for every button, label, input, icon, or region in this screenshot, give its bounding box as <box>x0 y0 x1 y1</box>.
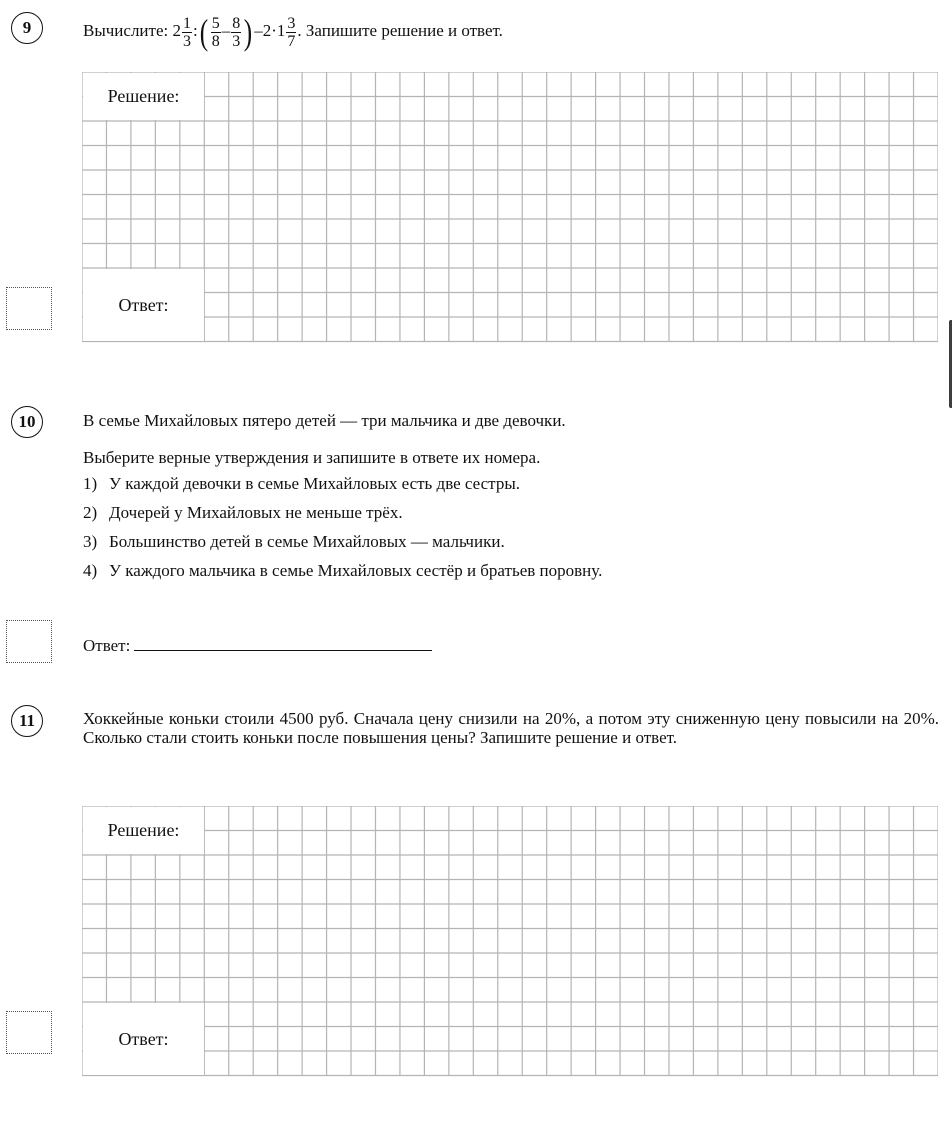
fraction <box>286 15 296 50</box>
score-box-10[interactable] <box>6 620 52 663</box>
denominator: 8 <box>211 32 220 50</box>
option-number: 3) <box>83 532 98 551</box>
question-9-suffix: Запишите решение и ответ. <box>305 20 503 40</box>
option-3 <box>83 532 505 552</box>
score-box-9[interactable] <box>6 287 52 330</box>
answer-label: Ответ: <box>83 636 131 655</box>
math-expression <box>172 14 301 50</box>
question-number-text: 9 <box>22 18 32 37</box>
question-11-text: Хоккейные коньки стоили 4500 руб. Сначала цену снизили на 20%, а потом эту сниженную цену повысили на 20%. Сколько стали стоить коньки после повышения цены? Запишите решение и ответ. <box>83 709 939 747</box>
option-number: 4) <box>83 561 98 580</box>
denominator: 3 <box>232 32 241 50</box>
solution-label: Решение: <box>83 807 204 854</box>
question-number-10 <box>11 406 43 438</box>
numerator: 3 <box>287 14 296 32</box>
fraction <box>182 15 192 50</box>
option-4 <box>83 561 602 581</box>
grid-lines <box>82 72 938 343</box>
denominator: 3 <box>182 32 191 50</box>
option-text: У каждой девочки в семье Михайловых есть две сестры. <box>109 474 520 493</box>
numerator: 1 <box>182 14 191 32</box>
right-paren: ) <box>244 12 253 52</box>
answer-input-line[interactable] <box>134 634 432 651</box>
question-number-text: 10 <box>18 412 36 431</box>
option-text: У каждого мальчика в семье Михайловых сестёр и братьев поровну. <box>109 561 603 580</box>
formula-tail: –2·1 <box>254 20 286 40</box>
answer-label: Ответ: <box>83 1003 204 1075</box>
option-number: 2) <box>83 503 98 522</box>
fraction <box>211 15 221 50</box>
question-10-intro: В семье Михайловых пятеро детей — три мальчика и две девочки. <box>83 411 566 430</box>
division-sign: : <box>192 20 198 40</box>
solution-grid-9[interactable] <box>82 72 938 342</box>
denominator: 7 <box>287 32 296 50</box>
question-number-11 <box>11 705 43 737</box>
option-text: Большинство детей в семье Михайловых — мальчики. <box>109 532 505 551</box>
numerator: 8 <box>232 14 241 32</box>
option-text: Дочерей у Михайловых не меньше трёх. <box>109 503 403 522</box>
left-paren: ( <box>199 12 208 52</box>
answer-10 <box>83 634 432 656</box>
option-1 <box>83 474 520 494</box>
question-9-prefix: Вычислите: <box>83 20 169 40</box>
mixed-whole: 2 <box>172 20 181 40</box>
option-2 <box>83 503 403 523</box>
period: . <box>297 20 302 40</box>
option-number: 1) <box>83 474 98 493</box>
question-number-9 <box>11 12 43 44</box>
question-10-instruction: Выберите верные утверждения и запишите в ответе их номера. <box>83 448 541 467</box>
fraction <box>231 15 241 50</box>
answer-label: Ответ: <box>83 269 204 341</box>
question-9-text <box>83 14 503 50</box>
question-number-text: 11 <box>18 711 36 730</box>
numerator: 5 <box>211 14 220 32</box>
solution-grid-11[interactable] <box>82 806 938 1076</box>
solution-label: Решение: <box>83 73 204 120</box>
grid-lines <box>82 806 938 1077</box>
score-box-11[interactable] <box>6 1011 52 1054</box>
minus-sign: – <box>221 20 231 40</box>
